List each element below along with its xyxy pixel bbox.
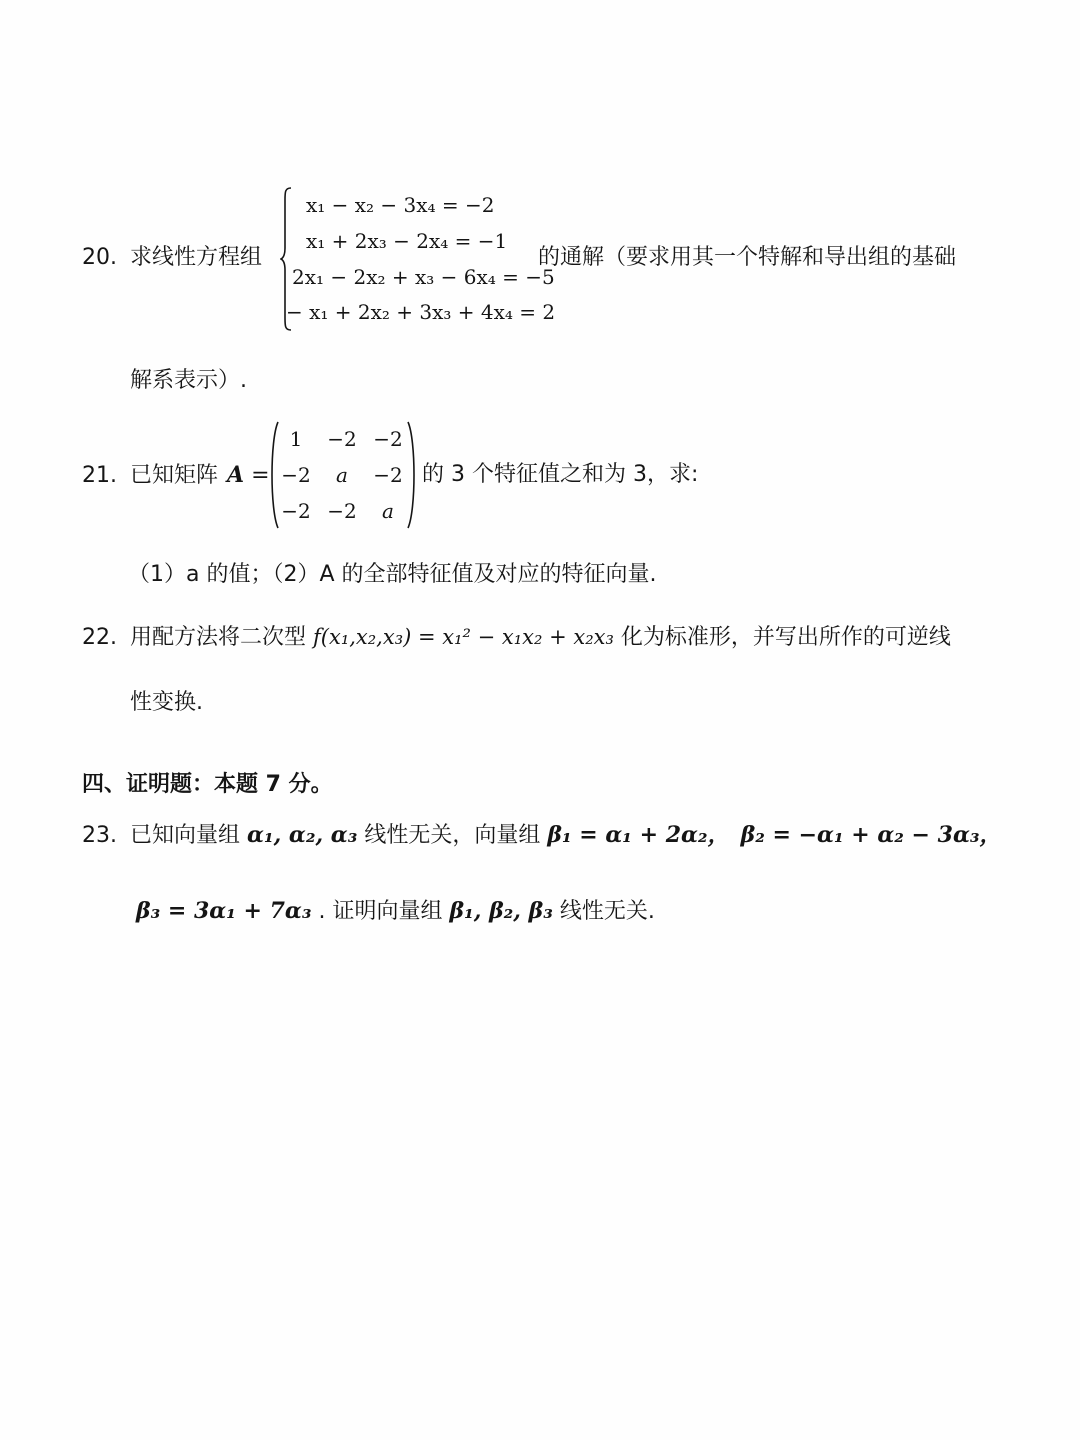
system-equation-2: x₁ + 2x₃ − 2x₄ = −1 (306, 229, 508, 253)
matrix-cell: −2 (373, 463, 403, 487)
matrix-cell: −2 (373, 427, 403, 451)
beta3-definition: β₃ = 3α₁ + 7α₃ (136, 898, 312, 924)
matrix-cell: −2 (327, 427, 357, 451)
problem-21-lead: 已知矩阵 (130, 463, 219, 488)
problem-22-number: 22. (82, 625, 117, 650)
problem-20-number: 20. (82, 245, 117, 270)
problem-21-matrix (268, 420, 418, 530)
problem-20-line (82, 243, 262, 273)
problem-20-system (280, 186, 556, 332)
problem-23-number: 23. (82, 823, 117, 848)
beta-vectors: β₁, β₂, β₃ (449, 898, 553, 924)
section-4-heading: 四、证明题：本题 7 分。 (82, 772, 333, 797)
beta1-definition: β₁ = α₁ + 2α₂， (547, 822, 730, 848)
matrix-cell: −2 (281, 463, 311, 487)
matrix-cell: −2 (281, 499, 311, 523)
alpha-vectors: α₁, α₂, α₃ (247, 822, 358, 848)
system-equation-3: 2x₁ − 2x₂ + x₃ − 6x₄ = −5 (292, 265, 555, 289)
matrix-cell: 1 (289, 427, 303, 451)
system-equation-1: x₁ − x₂ − 3x₄ = −2 (306, 193, 495, 217)
problem-22-tail: 化为标准形，并写出所作的可逆线 (620, 625, 951, 650)
problem-23-text-b: 线性无关，向量组 (364, 823, 541, 848)
problem-21-subparts: （1）a 的值；（2）A 的全部特征值及对应的特征向量. (128, 562, 657, 587)
system-equation-4: − x₁ + 2x₂ + 3x₃ + 4x₄ = 2 (286, 300, 556, 324)
beta2-definition: β₂ = −α₁ + α₂ − 3α₃， (740, 822, 1002, 848)
problem-23-text-c: . 证明向量组 (318, 899, 443, 924)
equals-sign: = (251, 463, 270, 488)
problem-22-line (82, 622, 951, 653)
problem-23-line-2 (136, 896, 655, 927)
quadratic-form: f(x₁,x₂,x₃) = x₁² − x₁x₂ + x₂x₃ (313, 625, 614, 649)
problem-22-continuation: 性变换. (130, 690, 203, 715)
problem-23-text-d: 线性无关. (559, 899, 655, 924)
problem-23-text-a: 已知向量组 (130, 823, 241, 848)
problem-20-lead: 求线性方程组 (130, 245, 263, 270)
problem-20-continuation: 解系表示）. (130, 368, 247, 393)
matrix-cell: a (382, 499, 394, 523)
problem-23-line-1 (82, 820, 1002, 851)
matrix-cell: −2 (327, 499, 357, 523)
problem-21-tail: 的 3 个特征值之和为 3，求: (422, 462, 699, 487)
problem-21-number: 21. (82, 463, 117, 488)
problem-22-lead: 用配方法将二次型 (130, 625, 307, 650)
right-paren-icon (406, 420, 418, 530)
problem-21-line (82, 460, 270, 491)
problem-20-tail: 的通解（要求用其一个特解和导出组的基础 (538, 245, 957, 270)
matrix-cell: a (336, 463, 348, 487)
matrix-name: A (227, 462, 245, 488)
